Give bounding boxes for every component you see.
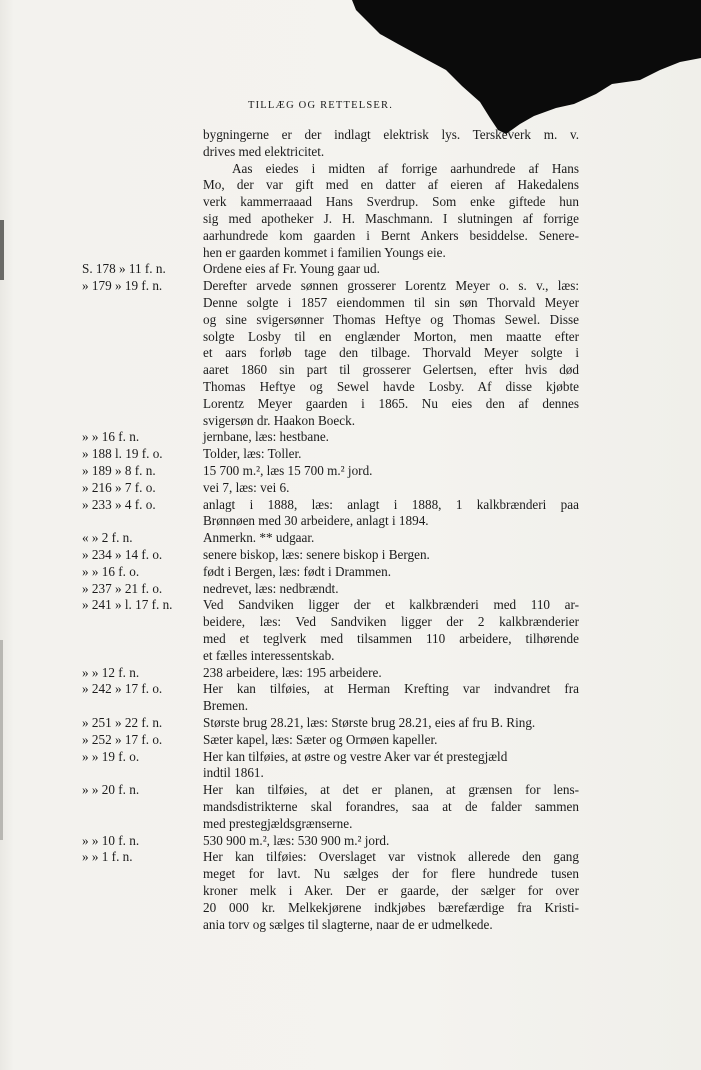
correction-text: Bremen. [203, 698, 249, 714]
page-line-reference: » 234 » 14 f. o. [82, 547, 163, 562]
text-line [0, 900, 701, 917]
page-line-reference: » » 19 f. o. [82, 748, 140, 764]
text-line [0, 379, 701, 396]
correction-text: beidere, læs: Ved Sandviken ligger der 2 kalkbrænderier [203, 614, 579, 630]
page-line-reference: » 216 » 7 f. o. [82, 479, 156, 495]
text-line [0, 513, 701, 530]
page-line-reference: » 251 » 22 f. n. [82, 715, 163, 730]
page-line-reference: » 241 » l. 17 f. n. [82, 597, 173, 613]
text-line [0, 312, 701, 329]
correction-text: aarhundrede kom gaarden i Bernt Ankers besiddelse. Senere- [203, 227, 579, 243]
correction-text: vei 7, læs: vei 6. [203, 479, 290, 495]
correction-text: hen er gaarden kommet i familien Youngs eie. [203, 244, 446, 260]
page-line-reference: » 252 » 17 f. o. [82, 731, 163, 747]
text-line [0, 161, 701, 178]
correction-text: 530 900 m.², læs: 530 900 m.² jord. [203, 832, 390, 848]
correction-text: med et teglverk med tilsammen 110 arbeidere, tilhørende [203, 631, 579, 646]
correction-text: Mo, der var gift med en datter af eieren af Hakedalens [203, 177, 579, 193]
correction-text: jernbane, læs: hestbane. [203, 429, 329, 445]
text-line [0, 261, 701, 278]
page-line-reference: » » 16 f. o. [82, 563, 140, 579]
text-line [0, 413, 701, 430]
text-line [0, 194, 701, 211]
text-line [0, 698, 701, 715]
text-line [0, 715, 701, 732]
page-line-reference: » 233 » 4 f. o. [82, 496, 156, 512]
correction-text: nedrevet, læs: nedbrændt. [203, 580, 339, 596]
text-line [0, 765, 701, 782]
correction-text: Thomas Heftye og Sewel havde Losby. Af disse kjøbte [203, 379, 579, 394]
text-line [0, 245, 701, 262]
correction-text: solgte Losby til en englænder Morton, men maatte efter [203, 328, 579, 344]
correction-text: svigersøn dr. Haakon Boeck. [203, 412, 355, 428]
page-line-reference: » 179 » 19 f. n. [82, 278, 163, 294]
text-line [0, 648, 701, 665]
correction-text: Her kan tilføies: Overslaget var vistnok allerede den gang [203, 849, 579, 865]
correction-text: Derefter arvede sønnen grosserer Lorentz Meyer o. s. v., læs: [203, 278, 579, 294]
correction-text: Største brug 28.21, læs: Største brug 28.21, eies af fru B. Ring. [203, 715, 536, 730]
text-line [0, 463, 701, 480]
text-line [0, 362, 701, 379]
page-line-reference: » 242 » 17 f. o. [82, 681, 163, 697]
correction-text: drives med elektricitet. [203, 143, 325, 159]
text-line [0, 345, 701, 362]
text-line [0, 883, 701, 900]
correction-text: Her kan tilføies, at østre og vestre Aker var ét prestegjæld [203, 748, 508, 764]
text-line [0, 530, 701, 547]
correction-text: et fælles interessentskab. [203, 647, 335, 663]
correction-text: senere biskop, læs: senere biskop i Bergen. [203, 547, 430, 562]
text-line [0, 799, 701, 816]
text-line [0, 631, 701, 648]
correction-text: verk kammerraaad Hans Sverdrup. Som enke giftede hun [203, 194, 579, 210]
correction-text: og sine svigersønner Thomas Heftye og Thomas Sewel. Disse [203, 311, 579, 327]
text-line [0, 278, 701, 295]
page-line-reference: » » 1 f. n. [82, 849, 133, 865]
correction-text: anlagt i 1888, læs: anlagt i 1888, 1 kalkbrænderi paa [203, 496, 579, 512]
text-line [0, 917, 701, 934]
text-line [0, 614, 701, 631]
correction-text: Denne solgte i 1857 eiendommen til sin søn Thorvald Meyer [203, 295, 579, 310]
page-line-reference: » 237 » 21 f. o. [82, 580, 163, 596]
text-line [0, 480, 701, 497]
text-line [0, 581, 701, 598]
text-line [0, 833, 701, 850]
running-title: TILLÆG OG RETTELSER. [248, 100, 394, 111]
correction-text: Sæter kapel, læs: Sæter og Ormøen kapeller. [203, 731, 438, 747]
page-line-reference: « » 2 f. n. [82, 530, 133, 546]
correction-text: Her kan tilføies, at det er planen, at grænsen for lens- [203, 782, 579, 798]
correction-text: 20 000 kr. Melkekjørene indkjøbes bærefærdige fra Kristi- [203, 899, 579, 915]
text-line [0, 782, 701, 799]
text-line [0, 597, 701, 614]
correction-text: mandsdistrikterne skal forandres, saa at de falder sammen [203, 799, 579, 814]
text-line [0, 211, 701, 228]
text-line [0, 665, 701, 682]
correction-text: 15 700 m.², læs 15 700 m.² jord. [203, 463, 373, 478]
text-line [0, 866, 701, 883]
correction-text: 238 arbeidere, læs: 195 arbeidere. [203, 664, 382, 680]
text-line [0, 144, 701, 161]
correction-text: indtil 1861. [203, 765, 264, 781]
correction-text: sig med apotheker J. H. Maschmann. I slutningen af forrige [203, 211, 579, 226]
correction-text: Brønnøen med 30 arbeidere, anlagt i 1894. [203, 513, 429, 529]
text-line [0, 429, 701, 446]
text-line [0, 497, 701, 514]
correction-text: Ordene eies af Fr. Young gaar ud. [203, 261, 380, 277]
correction-text: Ved Sandviken ligger der et kalkbrænderi med 110 ar- [203, 597, 579, 613]
text-line [0, 547, 701, 564]
correction-text: Aas eiedes i midten af forrige aarhundrede af Hans [232, 160, 579, 176]
correction-text: meget for lavt. Nu sælges der for flere hundrede tusen [203, 866, 579, 882]
correction-text: aaret 1860 sin part til grosserer Gelertsen, efter hvis død [203, 362, 579, 378]
text-line [0, 295, 701, 312]
correction-text: kroner melk i Aker. Der er gaarde, der sælger for over [203, 883, 579, 898]
correction-text: Tolder, læs: Toller. [203, 446, 302, 462]
page-line-reference: » 188 l. 19 f. o. [82, 446, 163, 462]
text-line [0, 177, 701, 194]
correction-text: Anmerkn. ** udgaar. [203, 530, 315, 546]
page-line-reference: S. 178 » 11 f. n. [82, 261, 166, 277]
text-line [0, 732, 701, 749]
correction-text: Her kan tilføies, at Herman Krefting var indvandret fra [203, 681, 579, 697]
correction-text: et aars forløb tage den tilbage. Thorvald Meyer solgte i [203, 345, 579, 361]
correction-text: med prestegjældsgrænserne. [203, 815, 353, 831]
text-line [0, 681, 701, 698]
text-line [0, 816, 701, 833]
correction-text: født i Bergen, læs: født i Drammen. [203, 563, 392, 579]
correction-text: ania torv og sælges til slagterne, naar de er udmelkede. [203, 916, 493, 932]
correction-text: bygningerne er der indlagt elektrisk lys. Terskeverk m. v. [203, 127, 579, 142]
text-line [0, 228, 701, 245]
text-line [0, 396, 701, 413]
text-line [0, 446, 701, 463]
text-line [0, 329, 701, 346]
text-line [0, 564, 701, 581]
page-line-reference: » » 16 f. n. [82, 429, 140, 445]
correction-text: Lorentz Meyer gaarden i 1865. Nu eies den af dennes [203, 395, 579, 411]
page-line-reference: » » 10 f. n. [82, 832, 140, 848]
page-line-reference: » » 12 f. n. [82, 664, 140, 680]
text-line [0, 749, 701, 766]
torn-corner [0, 0, 701, 140]
text-line [0, 849, 701, 866]
page-line-reference: » » 20 f. n. [82, 782, 140, 798]
page-line-reference: » 189 » 8 f. n. [82, 463, 156, 478]
